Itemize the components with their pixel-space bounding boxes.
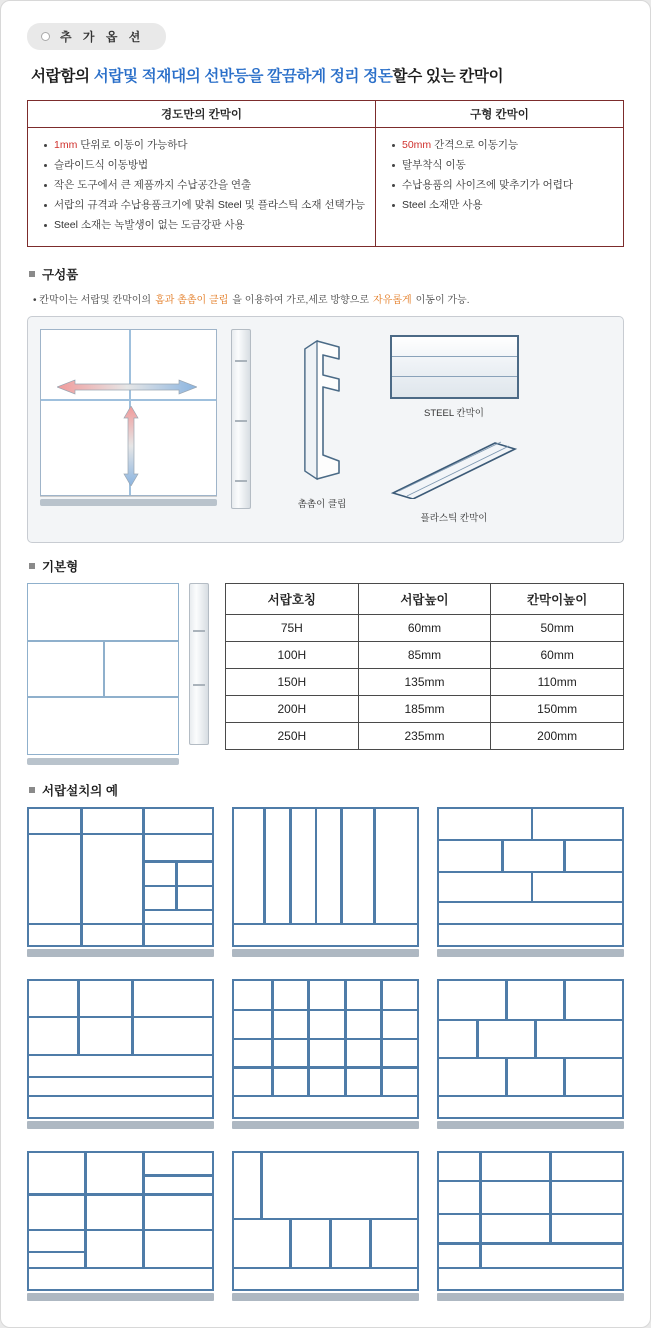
table-body-row — [28, 128, 624, 247]
section-label: 구성품 — [42, 267, 79, 282]
divider-segment — [479, 1153, 482, 1267]
divider-segment — [77, 1016, 80, 1054]
divider-segment — [476, 1019, 479, 1057]
divider-segment — [439, 839, 622, 841]
highlight-1mm: 1mm — [54, 139, 78, 151]
table-row — [226, 641, 624, 668]
steel-divider-icon — [390, 335, 519, 399]
cell: 60mm — [491, 641, 624, 668]
divider-segment — [84, 1153, 87, 1267]
drawer-base — [27, 949, 214, 957]
drawer-base — [40, 499, 217, 506]
basic-illustration-group — [27, 583, 209, 765]
plastic-divider-icon — [389, 441, 519, 499]
clip-icon — [287, 335, 357, 485]
drawer-base — [232, 949, 419, 957]
arrow-vertical-icon — [123, 406, 139, 486]
table-row — [226, 668, 624, 695]
comparison-table — [27, 100, 624, 247]
drawer-base — [232, 1293, 419, 1301]
divider-segment — [329, 1218, 332, 1267]
cell: 60mm — [358, 614, 491, 641]
example-ex-4 — [27, 979, 214, 1129]
divider-segment — [29, 1251, 84, 1253]
divider-segment — [271, 981, 274, 1095]
divider-segment — [549, 1153, 552, 1180]
steel-line-2 — [392, 376, 517, 377]
rail-notch — [235, 360, 247, 362]
drawer-base — [27, 1121, 214, 1129]
cell: 250H — [226, 722, 359, 749]
right-cell — [376, 128, 624, 247]
specification-table — [225, 583, 624, 750]
table-header-row — [28, 101, 624, 128]
section-title-basic — [29, 557, 624, 575]
cell: 200H — [226, 695, 359, 722]
divider-segment — [501, 839, 504, 872]
drawer-layout — [232, 1151, 419, 1291]
divider-segment — [29, 1267, 212, 1269]
example-ex-9 — [437, 1151, 624, 1301]
divider-horizontal — [41, 399, 216, 401]
section-label: 기본형 — [42, 559, 79, 574]
cell: 110mm — [491, 668, 624, 695]
square-bullet-icon — [29, 563, 35, 569]
clip-caption: 촘촘이 클립 — [297, 498, 347, 510]
note-part-1: • 칸막이는 서랍및 칸막이의 — [33, 294, 152, 306]
divider-segment — [29, 923, 212, 925]
divider-segment — [29, 1054, 212, 1056]
divider-segment — [289, 809, 292, 923]
list-item: 50mm 간격으로 이동기능 — [390, 136, 613, 156]
drawer-base — [27, 1293, 214, 1301]
steel-figure — [390, 335, 519, 419]
header-badge-row — [27, 23, 624, 50]
components-panel — [27, 316, 624, 543]
divider-segment — [142, 1174, 212, 1176]
divider-segment — [439, 923, 622, 925]
divider-segment — [439, 1267, 622, 1269]
divider-segment — [29, 1016, 212, 1018]
divider-segment — [234, 1218, 417, 1220]
components-note — [33, 291, 624, 306]
section-label: 서랍설치의 예 — [42, 783, 118, 798]
rail-profile — [189, 583, 209, 745]
divider-segment — [142, 1153, 145, 1267]
cell: 75H — [226, 614, 359, 641]
left-feature-list — [42, 136, 365, 236]
divider-segment — [531, 871, 534, 901]
title-part-2: 서랍및 적재대의 선반등을 — [93, 68, 268, 85]
drawer-layout — [437, 979, 624, 1119]
list-item: 수납용품의 사이즈에 맞추기가 어렵다 — [390, 176, 613, 196]
divider-segment — [29, 1229, 212, 1231]
drawer-layout — [27, 1151, 214, 1291]
list-item: Steel 소재는 녹발생이 없는 도금강판 사용 — [42, 216, 365, 236]
rail-notch — [193, 630, 205, 632]
section-title-components — [29, 265, 624, 283]
divider-segment — [29, 1193, 212, 1195]
example-ex-5 — [232, 979, 419, 1129]
divider-segment — [534, 1019, 537, 1057]
title-part-1: 서랍함의 — [31, 68, 94, 85]
col-header-left: 경도만의 칸막이 — [28, 101, 376, 128]
cell: 100H — [226, 641, 359, 668]
divider-segment — [234, 1267, 417, 1269]
divider-segment — [563, 839, 566, 872]
page-title — [31, 64, 624, 86]
divider-segment — [439, 1213, 622, 1215]
drawer-layout — [437, 1151, 624, 1291]
square-bullet-icon — [29, 271, 35, 277]
drawer-base — [437, 1293, 624, 1301]
example-ex-7 — [27, 1151, 214, 1301]
divider-segment — [315, 809, 318, 923]
divider-segment — [439, 1242, 622, 1244]
rail-notch — [193, 684, 205, 686]
divider-segment — [563, 981, 566, 1019]
steel-caption: STEEL 칸막이 — [424, 407, 484, 419]
example-ex-2 — [232, 807, 419, 957]
divider-segment — [234, 1095, 417, 1097]
example-ex-6 — [437, 979, 624, 1129]
arrow-horizontal-icon — [57, 379, 197, 395]
note-highlight-2: 자유롭게 — [373, 294, 412, 306]
list-item: 슬라이드식 이동방법 — [42, 156, 365, 176]
drawer-layout — [232, 807, 419, 947]
table-row — [226, 722, 624, 749]
divider-segment — [369, 1218, 372, 1267]
divider-segment — [439, 1095, 622, 1097]
cell: 150mm — [491, 695, 624, 722]
spec-header-1: 서랍높이 — [358, 583, 491, 614]
table-row — [226, 614, 624, 641]
drawer-illustration — [40, 329, 217, 506]
divider-samples — [389, 335, 519, 524]
drawer-illustration-group — [40, 329, 251, 509]
divider-segment — [29, 1076, 212, 1078]
cell: 135mm — [358, 668, 491, 695]
title-part-4: 할수 있는 칸막이 — [392, 68, 504, 85]
spec-header-0: 서랍호칭 — [226, 583, 359, 614]
section-title-examples — [29, 781, 624, 799]
divider-line — [103, 640, 105, 696]
divider-segment — [439, 1180, 622, 1182]
note-part-3: 이동이 가능. — [415, 294, 470, 306]
divider-segment — [531, 809, 534, 839]
drawer-base — [232, 1121, 419, 1129]
highlight-50mm: 50mm — [402, 139, 432, 151]
rail-notch — [235, 420, 247, 422]
divider-segment — [263, 809, 266, 923]
note-highlight-1: 홈과 촘촘이 클립 — [155, 294, 229, 306]
divider-segment — [439, 1019, 622, 1021]
divider-segment — [380, 981, 383, 1095]
drawer-layout — [27, 979, 214, 1119]
list-item: 탈부착식 이동 — [390, 156, 613, 176]
drawer-base — [437, 1121, 624, 1129]
title-part-3: 깔끔하게 정리 정돈 — [267, 68, 393, 85]
right-feature-list — [390, 136, 613, 216]
cell: 200mm — [491, 722, 624, 749]
left-cell — [28, 128, 376, 247]
badge-label: 추 가 옵 션 — [60, 30, 145, 44]
divider-line — [28, 696, 178, 698]
divider-segment — [439, 1057, 622, 1059]
divider-segment — [29, 1095, 212, 1097]
divider-segment — [77, 981, 80, 1016]
divider-segment — [234, 1009, 417, 1011]
cell: 50mm — [491, 614, 624, 641]
divider-segment — [29, 833, 212, 835]
divider-segment — [344, 981, 347, 1095]
bullet-dot-icon — [41, 32, 50, 41]
list-item: 서랍의 규격과 수납용품크기에 맞춰 Steel 및 플라스틱 소재 선택가능 — [42, 196, 365, 216]
example-ex-3 — [437, 807, 624, 957]
plastic-figure — [389, 441, 519, 524]
divider-segment — [505, 981, 508, 1019]
col-header-right: 구형 칸막이 — [376, 101, 624, 128]
plastic-caption: 플라스틱 칸막이 — [420, 512, 488, 524]
divider-segment — [307, 981, 310, 1095]
cell: 150H — [226, 668, 359, 695]
divider-segment — [175, 860, 178, 909]
note-part-2: 을 이용하여 가로,세로 방향으로 — [232, 294, 369, 306]
components-row — [40, 329, 611, 524]
table-row — [226, 695, 624, 722]
divider-segment — [549, 1213, 552, 1243]
divider-segment — [289, 1218, 292, 1267]
list-item: Steel 소재만 사용 — [390, 196, 613, 216]
clip-figure — [287, 335, 357, 510]
drawer-layout — [27, 807, 214, 947]
divider-segment — [131, 981, 134, 1054]
divider-segment — [340, 809, 343, 923]
example-ex-8 — [232, 1151, 419, 1301]
table-header-row — [226, 583, 624, 614]
list-item: 1mm 단위로 이동이 가능하다 — [42, 136, 365, 156]
divider-segment — [260, 1153, 263, 1218]
basic-drawer — [27, 583, 179, 765]
divider-segment — [142, 909, 212, 911]
spec-header-2: 칸막이높이 — [491, 583, 624, 614]
drawer-base — [437, 949, 624, 957]
divider-segment — [549, 1180, 552, 1213]
divider-segment — [234, 1038, 417, 1040]
steel-line-1 — [392, 356, 517, 357]
example-ex-1 — [27, 807, 214, 957]
cell: 235mm — [358, 722, 491, 749]
rail-notch — [235, 480, 247, 482]
divider-segment — [505, 1057, 508, 1095]
divider-segment — [234, 923, 417, 925]
square-bullet-icon — [29, 787, 35, 793]
drawer-layout — [437, 807, 624, 947]
divider-segment — [373, 809, 376, 923]
drawer-base — [27, 758, 179, 765]
divider-segment — [563, 1057, 566, 1095]
basic-row — [27, 583, 624, 765]
drawer-layout — [232, 979, 419, 1119]
example-grid — [27, 807, 624, 1301]
divider-segment — [234, 1066, 417, 1068]
rail-profile — [231, 329, 251, 509]
divider-segment — [439, 901, 622, 903]
cell: 185mm — [358, 695, 491, 722]
section-badge — [27, 23, 166, 50]
cell: 85mm — [358, 641, 491, 668]
list-item: 작은 도구에서 큰 제품까지 수납공간을 연출 — [42, 176, 365, 196]
